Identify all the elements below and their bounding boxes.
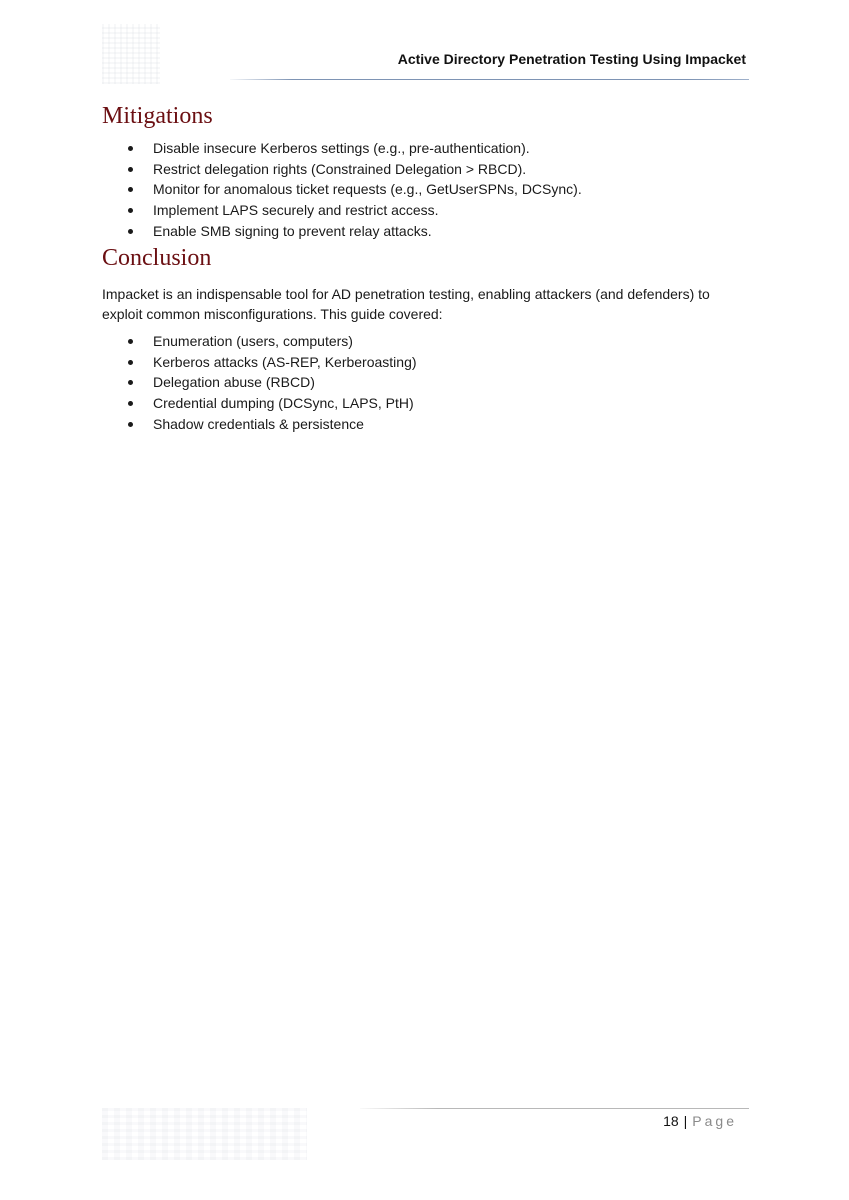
conclusion-text: Credential dumping (DCSync, LAPS, PtH) <box>153 395 414 412</box>
page-separator: | <box>683 1113 688 1129</box>
page-label: Page <box>692 1113 737 1129</box>
mitigation-item <box>102 200 748 221</box>
page-number: 18 <box>663 1113 679 1129</box>
mitigation-text: Implement LAPS securely and restrict access. <box>153 202 439 219</box>
bullet-icon <box>128 229 133 234</box>
conclusion-list <box>102 331 748 435</box>
footer-logo-icon <box>102 1108 307 1160</box>
conclusion-item <box>102 331 748 352</box>
mitigation-item <box>102 221 748 242</box>
bullet-icon <box>128 401 133 406</box>
conclusion-text: Enumeration (users, computers) <box>153 332 353 349</box>
conclusion-text: Kerberos attacks (AS-REP, Kerberoasting) <box>153 353 417 370</box>
bullet-icon <box>128 360 133 365</box>
mitigation-text: Monitor for anomalous ticket requests (e.g., GetUserSPNs, DCSync). <box>153 181 582 198</box>
conclusion-item <box>102 372 748 393</box>
footer-divider <box>360 1108 749 1109</box>
mitigation-item <box>102 138 748 159</box>
conclusion-text: Delegation abuse (RBCD) <box>153 374 315 391</box>
bullet-icon <box>128 146 133 151</box>
mitigation-text: Enable SMB signing to prevent relay attacks. <box>153 222 432 239</box>
header-logo-icon <box>102 24 160 84</box>
mitigation-text: Restrict delegation rights (Constrained Delegation > RBCD). <box>153 160 527 177</box>
conclusion-item <box>102 393 748 414</box>
bullet-icon <box>128 187 133 192</box>
conclusion-item <box>102 414 748 435</box>
page-number-footer <box>663 1113 737 1129</box>
bullet-icon <box>128 208 133 213</box>
bullet-icon <box>128 339 133 344</box>
bullet-icon <box>128 380 133 385</box>
mitigations-list <box>102 138 748 242</box>
conclusion-heading: Conclusion <box>102 244 212 271</box>
conclusion-item <box>102 352 748 373</box>
mitigation-item <box>102 179 748 200</box>
bullet-icon <box>128 422 133 427</box>
conclusion-text: Shadow credentials & persistence <box>153 415 364 432</box>
bullet-icon <box>128 167 133 172</box>
conclusion-paragraph: Impacket is an indispensable tool for AD penetration testing, enabling attackers (and defenders) to exploit common misconfigurations. This guide covered: <box>102 285 710 323</box>
page-content <box>102 100 748 434</box>
mitigation-text: Disable insecure Kerberos settings (e.g., pre-authentication). <box>153 140 530 156</box>
mitigations-heading: Mitigations <box>102 103 213 129</box>
header-divider <box>230 79 749 80</box>
document-running-title: Active Directory Penetration Testing Using Impacket <box>397 51 746 67</box>
mitigation-item <box>102 159 748 180</box>
